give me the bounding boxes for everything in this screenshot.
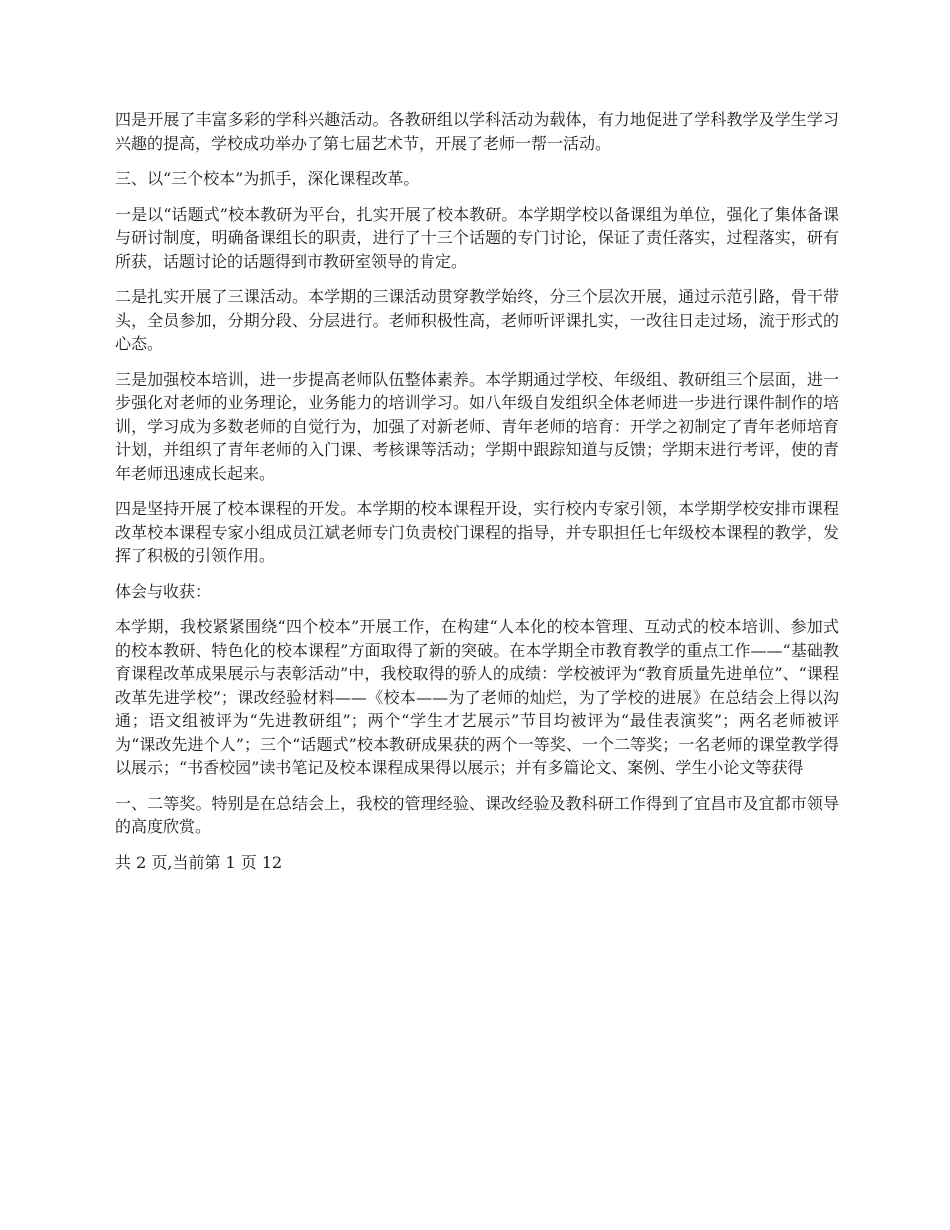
section-heading-curriculum-reform: 三、以“三个校本”为抓手，深化课程改革。 [115,169,420,188]
page-indicator: 共 2 页,当前第 1 页 12 [115,852,283,872]
paragraph-school-curriculum: 四是坚持开展了校本课程的开发。本学期的校本课程开设，实行校内专家引领，本学期学校安排市课程改革校本课程专家小组成员江斌老师专门负责校门课程的指导，并专职担任七年级校本课程的教学，发挥了积极的引领作用。 [115,499,839,565]
paragraph-topic-research: 一是以“话题式”校本教研为平台，扎实开展了校本教研。本学期学校以备课组为单位，强化了集体备课与研讨制度，明确备课组长的职责，进行了十三个话题的专门讨论，保证了责任落实，过程落实，研有所获，话题讨论的话题得到市教研室领导的肯定。 [115,204,839,271]
paragraph-achievements: 本学期，我校紧紧围绕“四个校本”开展工作，在构建“人本化的校本管理、互动式的校本培训、参加式的校本教研、特色化的校本课程”方面取得了新的突破。在本学期全市教育教学的重点工作——“基础教育课程改革成果展示与表彰活动”中，我校取得的骄人的成绩：学校被评为“教育质量先进单位”、“课程改革先进学校”；课改经验材料——《校本——为了老师的灿烂，为了学校的进展》在总结会上得以沟通；语文组被评为“先进教研组”；两个“学生才艺展示”节目均被评为“最佳表演奖”；两名老师被评为“课改先进个人”；三个“话题式”校本教研成果获的两个一等奖、一个二等奖；一名老师的课堂教学得以展示；“书香校园”读书笔记及校本课程成果得以展示；并有多篇论文、案例、学生小论文等获得 [115,617,839,777]
paragraph-teacher-training: 三是加强校本培训，进一步提高老师队伍整体素养。本学期通过学校、年级组、教研组三个层面，进一步强化对老师的业务理论，业务能力的培训学习。如八年级自发组织全体老师进一步进行课件制作的培训，学习成为多数老师的自觉行为，加强了对新老师、青年老师的培育：开学之初制定了青年老师培育计划，并组织了青年老师的入门课、考核课等活动；学期中跟踪知道与反馈；学期末进行考评，使的青年老师迅速成长起来。 [115,369,839,483]
paragraph-three-lessons: 二是扎实开展了三课活动。本学期的三课活动贯穿教学始终，分三个层次开展，通过示范引路，骨干带头，全员参加，分期分段、分层进行。老师积极性高，老师听评课扎实，一改往日走过场，流于形式的心态。 [115,287,839,353]
paragraph-awards-continued: 一、二等奖。特别是在总结会上，我校的管理经验、课改经验及教科研工作得到了宜昌市及宜都市领导的高度欣赏。 [115,793,839,836]
heading-experience-gains: 体会与收获： [115,581,212,601]
document-page [115,108,839,886]
paragraph-interest-activities: 四是开展了丰富多彩的学科兴趣活动。各教研组以学科活动为载体，有力地促进了学科教学及学生学习兴趣的提高，学校成功举办了第七届艺术节，开展了老师一帮一活动。 [115,110,839,153]
